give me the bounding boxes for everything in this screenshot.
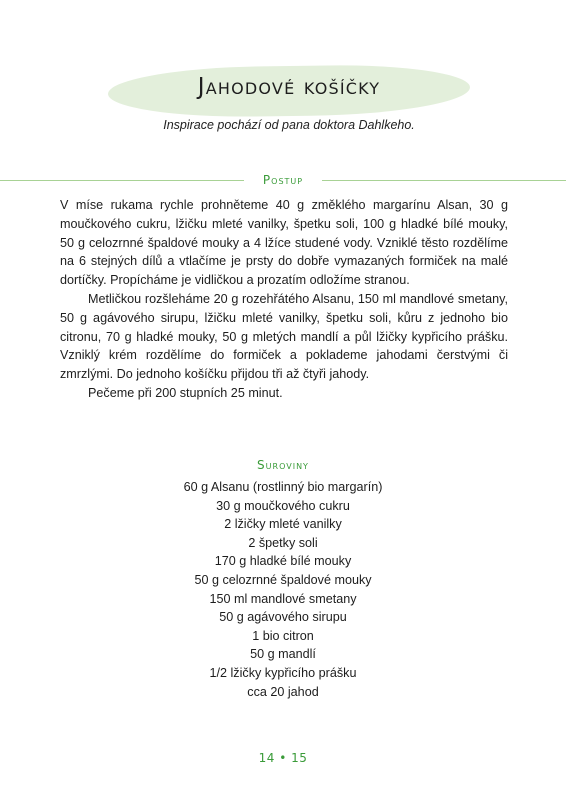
instructions-paragraph: V míse rukama rychle prohněteme 40 g změklého margarínu Alsan, 30 g moučkového cukru, lžičku mleté vanilky, špetku soli, 100 g hladké bílé mouky, 50 g celozrnné špaldové mouky a 4 lžíce studené vody. Vzniklé těsto rozdělíme na 6 stejných dílů a vtlačíme je prsty do dobře vymazaných formiček na malé dortíčky. Propícháme je vidličkou a prozatím odložíme stranou. <box>60 198 508 288</box>
ingredients-list <box>0 478 566 701</box>
postup-heading: Postup <box>262 173 304 187</box>
ingredient-item: 150 ml mandlové smetany <box>209 591 357 606</box>
ingredient-item: 50 g mandlí <box>250 647 316 662</box>
ingredient-item: 50 g agávového sirupu <box>219 610 347 625</box>
recipe-subtitle: Inspirace pochází od pana doktora Dahlkeho. <box>163 118 415 132</box>
instructions-paragraph: Metličkou rozšleháme 20 g rozehřátého Alsanu, 150 ml mandlové smetany, 50 g agávového sirupu, lžičku mleté vanilky, špetku soli, kůru z jednoho bio citronu, 70 g hladké mouky, 50 g mletých mandlí a půl lžičky kypřicího prášku. Vzniklý krém rozdělíme do formiček a poklademe jahodami čerstvými či zmrzlými. Do jednoho košíčku přijdou tři až čtyři jahody. <box>60 291 508 382</box>
ingredient-item: cca 20 jahod <box>247 684 319 699</box>
recipe-title: Jahodové košíčky <box>197 74 381 100</box>
ingredient-item: 170 g hladké bílé mouky <box>214 554 352 569</box>
ingredient-item: 2 špetky soli <box>248 535 318 550</box>
instructions-body <box>60 196 508 403</box>
ingredient-item: 30 g moučkového cukru <box>216 498 350 513</box>
instructions-paragraph: Pečeme při 200 stupních 25 minut. <box>88 385 283 400</box>
ingredient-item: 1 bio citron <box>252 628 314 643</box>
page-numbers: 14 • 15 <box>258 751 308 765</box>
ingredient-item: 50 g celozrnné špaldové mouky <box>194 572 372 587</box>
ingredient-item: 1/2 lžičky kypřicího prášku <box>209 665 357 680</box>
ingredient-item: 2 lžičky mleté vanilky <box>224 517 342 532</box>
ingredient-item: 60 g Alsanu (rostlinný bio margarín) <box>183 480 383 494</box>
suroviny-heading: Suroviny <box>257 458 309 472</box>
